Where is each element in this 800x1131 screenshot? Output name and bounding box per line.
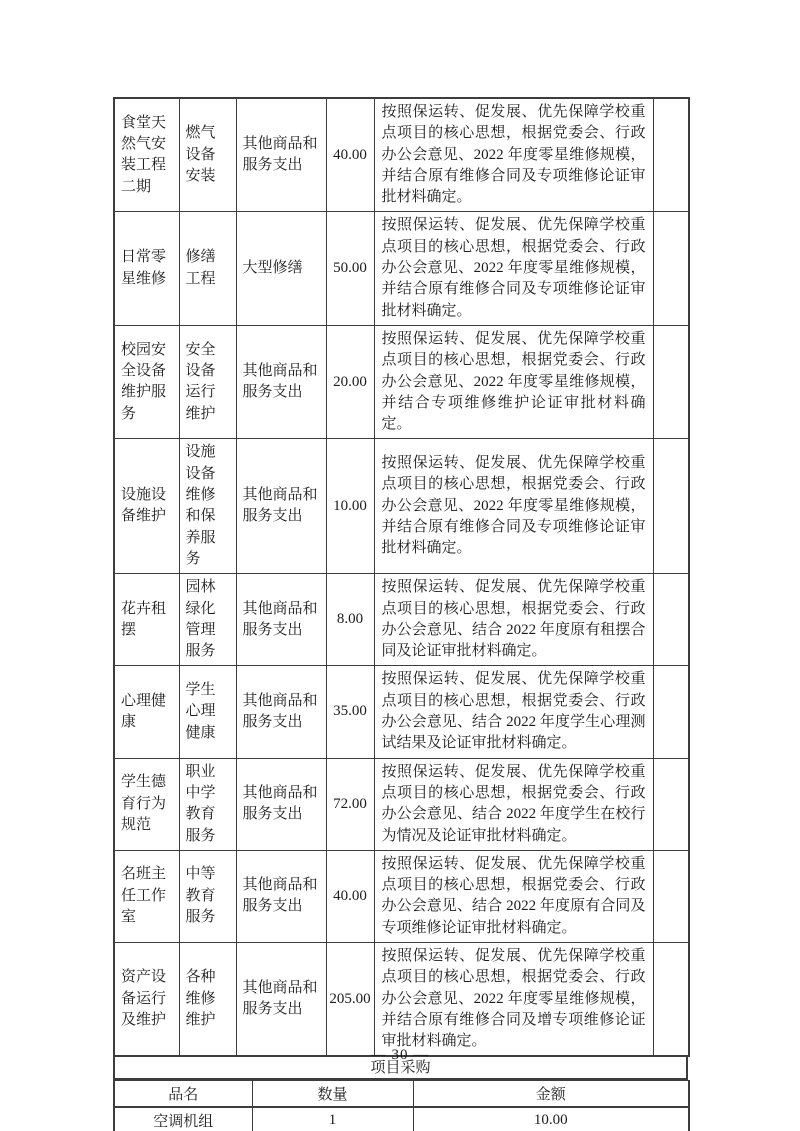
project-name-cell: 校园安全设备维护服务 xyxy=(114,325,179,438)
project-name-cell: 名班主任工作室 xyxy=(114,850,179,942)
amount-cell: 40.00 xyxy=(326,98,374,212)
empty-cell xyxy=(653,439,689,574)
page-number: — 30 — xyxy=(370,1047,430,1063)
subcategory-cell: 中等教育服务 xyxy=(179,850,236,942)
table-row xyxy=(114,666,689,758)
procurement-header-row xyxy=(114,1081,689,1108)
procurement-item-row xyxy=(114,1107,689,1131)
expense-type-cell: 其他商品和服务支出 xyxy=(236,850,326,942)
subcategory-cell: 各种维修维护 xyxy=(179,942,236,1056)
subcategory-cell: 设施设备维修和保养服务 xyxy=(179,439,236,574)
amount-cell: 72.00 xyxy=(326,758,374,850)
justification-cell: 按照保运转、促发展、优先保障学校重点项目的核心思想，根据党委会、行政办公会意见、结合 2022 年度学生心理测试结果及论证审批材料确定。 xyxy=(374,666,653,758)
empty-cell xyxy=(653,98,689,212)
justification-cell: 按照保运转、促发展、优先保障学校重点项目的核心思想，根据党委会、行政办公会意见、结合 2022 年度原有合同及专项维修论证审批材料确定。 xyxy=(374,850,653,942)
procurement-table xyxy=(113,1080,690,1131)
table-row xyxy=(114,850,689,942)
justification-cell: 按照保运转、促发展、优先保障学校重点项目的核心思想，根据党委会、行政办公会意见、2022 年度零星维修规模，并结合专项维修维护论证审批材料确定。 xyxy=(374,325,653,438)
project-name-cell: 设施设备维护 xyxy=(114,439,179,574)
item-quantity-cell: 1 xyxy=(252,1107,413,1131)
expense-type-cell: 其他商品和服务支出 xyxy=(236,325,326,438)
procurement-section-title: 项目采购 xyxy=(113,1057,688,1080)
subcategory-cell: 安全设备运行维护 xyxy=(179,325,236,438)
expense-type-cell: 其他商品和服务支出 xyxy=(236,666,326,758)
subcategory-cell: 园林绿化管理服务 xyxy=(179,574,236,666)
empty-cell xyxy=(653,574,689,666)
empty-cell xyxy=(653,758,689,850)
amount-cell: 8.00 xyxy=(326,574,374,666)
amount-cell: 205.00 xyxy=(326,942,374,1056)
empty-cell xyxy=(653,212,689,325)
empty-cell xyxy=(653,942,689,1056)
amount-cell: 35.00 xyxy=(326,666,374,758)
item-amount-cell: 10.00 xyxy=(413,1107,689,1131)
project-name-cell: 食堂天然气安装工程二期 xyxy=(114,98,179,212)
empty-cell xyxy=(653,850,689,942)
expense-type-cell: 其他商品和服务支出 xyxy=(236,758,326,850)
justification-cell: 按照保运转、促发展、优先保障学校重点项目的核心思想，根据党委会、行政办公会意见、结合 2022 年度原有租摆合同及论证审批材料确定。 xyxy=(374,574,653,666)
table-row xyxy=(114,439,689,574)
amount-cell: 20.00 xyxy=(326,325,374,438)
subcategory-cell: 职业中学教育服务 xyxy=(179,758,236,850)
expense-type-cell: 其他商品和服务支出 xyxy=(236,98,326,212)
justification-cell: 按照保运转、促发展、优先保障学校重点项目的核心思想，根据党委会、行政办公会意见、2022 年度零星维修规模，并结合原有维修合同及专项维修论证审批材料确定。 xyxy=(374,439,653,574)
budget-table xyxy=(113,97,690,1057)
subcategory-cell: 燃气设备安装 xyxy=(179,98,236,212)
amount-header: 金额 xyxy=(413,1081,689,1108)
amount-cell: 50.00 xyxy=(326,212,374,325)
empty-cell xyxy=(653,666,689,758)
justification-cell: 按照保运转、促发展、优先保障学校重点项目的核心思想，根据党委会、行政办公会意见、2022 年度零星维修规模，并结合原有维修合同及专项维修论证审批材料确定。 xyxy=(374,212,653,325)
expense-type-cell: 其他商品和服务支出 xyxy=(236,439,326,574)
project-name-cell: 花卉租摆 xyxy=(114,574,179,666)
subcategory-cell: 学生心理健康 xyxy=(179,666,236,758)
expense-type-cell: 其他商品和服务支出 xyxy=(236,942,326,1056)
item-name-header: 品名 xyxy=(114,1081,252,1108)
project-name-cell: 资产设备运行及维护 xyxy=(114,942,179,1056)
budget-table-section xyxy=(113,97,688,1131)
project-name-cell: 学生德育行为规范 xyxy=(114,758,179,850)
project-name-cell: 心理健康 xyxy=(114,666,179,758)
subcategory-cell: 修缮工程 xyxy=(179,212,236,325)
justification-cell: 按照保运转、促发展、优先保障学校重点项目的核心思想，根据党委会、行政办公会意见、2022 年度零星维修规模，并结合原有维修合同及专项维修论证审批材料确定。 xyxy=(374,98,653,212)
expense-type-cell: 其他商品和服务支出 xyxy=(236,574,326,666)
table-row xyxy=(114,942,689,1056)
project-name-cell: 日常零星维修 xyxy=(114,212,179,325)
table-row xyxy=(114,325,689,438)
table-row xyxy=(114,758,689,850)
expense-type-cell: 大型修缮 xyxy=(236,212,326,325)
empty-cell xyxy=(653,325,689,438)
quantity-header: 数量 xyxy=(252,1081,413,1108)
amount-cell: 40.00 xyxy=(326,850,374,942)
table-row xyxy=(114,574,689,666)
item-name-cell: 空调机组 xyxy=(114,1107,252,1131)
table-row xyxy=(114,98,689,212)
amount-cell: 10.00 xyxy=(326,439,374,574)
justification-cell: 按照保运转、促发展、优先保障学校重点项目的核心思想，根据党委会、行政办公会意见、结合 2022 年度学生在校行为情况及论证审批材料确定。 xyxy=(374,758,653,850)
table-row xyxy=(114,212,689,325)
justification-cell: 按照保运转、促发展、优先保障学校重点项目的核心思想，根据党委会、行政办公会意见、2022 年度零星维修规模，并结合原有维修合同及增专项维修论证审批材料确定。 xyxy=(374,942,653,1056)
